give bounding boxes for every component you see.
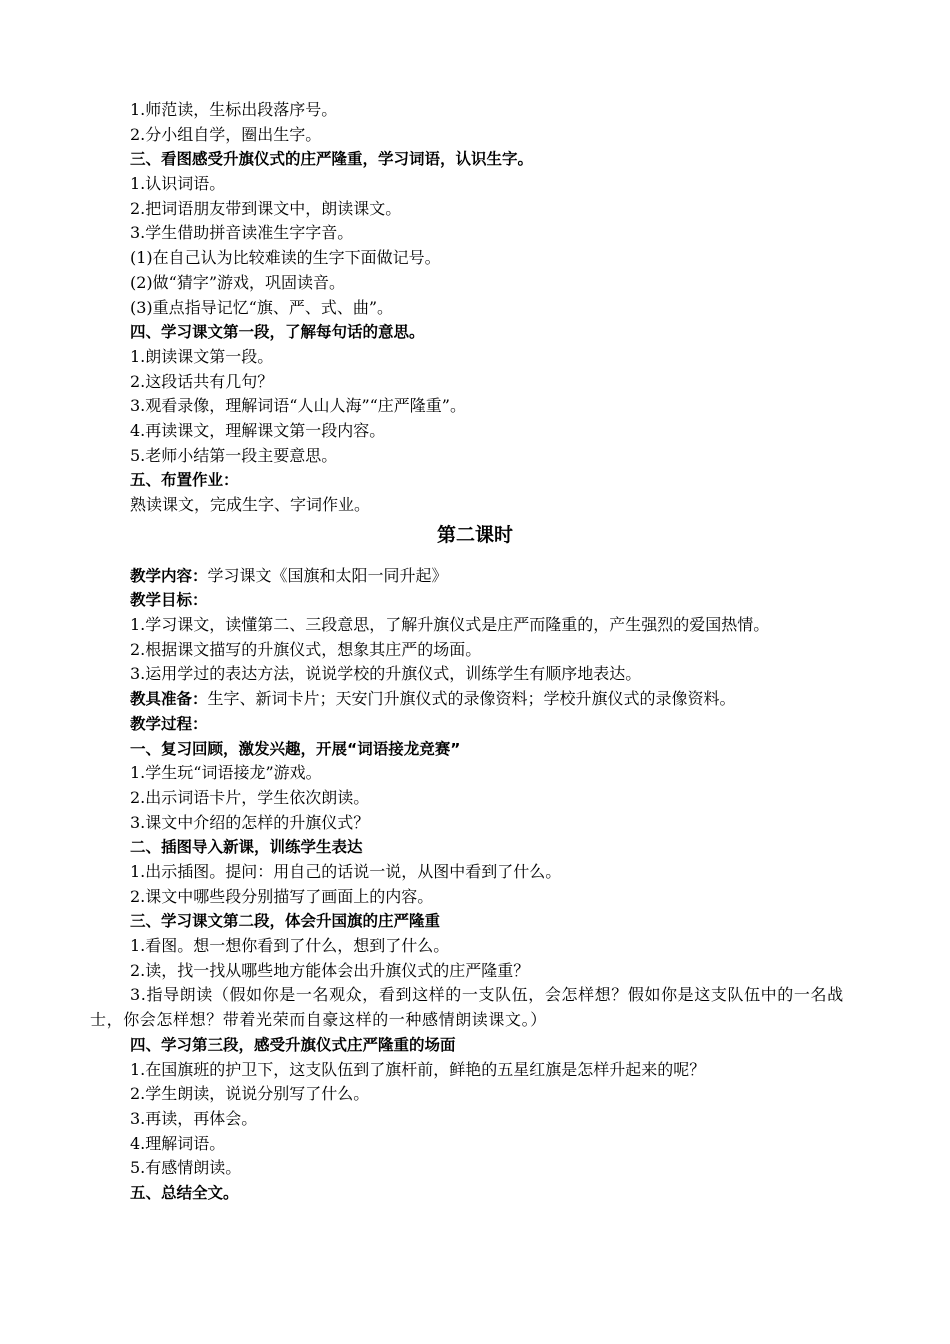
text-line: 3.观看录像，理解词语“人山人海”“庄严隆重”。 bbox=[130, 396, 466, 416]
text-line: 2.课文中哪些段分别描写了画面上的内容。 bbox=[130, 886, 434, 906]
document-page bbox=[90, 98, 860, 1206]
section-heading: 五、布置作业： bbox=[130, 471, 239, 490]
text-line: 3.再读，再体会。 bbox=[130, 1108, 258, 1128]
goal-item: 2.根据课文描写的升旗仪式，想象其庄严的场面。 bbox=[130, 639, 482, 659]
text-line: 3.课文中介绍的怎样的升旗仪式？ bbox=[130, 812, 370, 832]
text-line: 4.理解词语。 bbox=[130, 1133, 226, 1153]
section-heading: 四、学习第三段，感受升旗仪式庄严隆重的场面 bbox=[130, 1035, 456, 1054]
text-line: 3.学生借助拼音读准生字字音。 bbox=[130, 223, 354, 243]
text-line: 2.读，找一找从哪些地方能体会出升旗仪式的庄严隆重？ bbox=[130, 960, 530, 980]
text-line: 5.老师小结第一段主要意思。 bbox=[130, 445, 338, 465]
text-line: 1.认识词语。 bbox=[130, 174, 226, 194]
goal-item: 3.运用学过的表达方法，说说学校的升旗仪式，训练学生有顺序地表达。 bbox=[130, 664, 642, 684]
teaching-process-part-b bbox=[90, 1033, 860, 1206]
text-line: (1)在自己认为比较难读的生字下面做记号。 bbox=[130, 248, 441, 268]
teaching-prep bbox=[90, 687, 860, 712]
section-heading: 二、插图导入新课，训练学生表达 bbox=[130, 838, 363, 857]
section-heading: 四、学习课文第一段，了解每句话的意思。 bbox=[130, 323, 425, 342]
text-line: 2.把词语朋友带到课文中，朗读课文。 bbox=[130, 198, 402, 218]
text-line: (3)重点指导记忆“旗、严、式、曲”。 bbox=[130, 297, 394, 317]
teaching-prep-label: 教具准备： bbox=[130, 690, 208, 709]
goal-item: 1.学习课文，读懂第二、三段意思，了解升旗仪式是庄严而隆重的，产生强烈的爱国热情。 bbox=[130, 615, 770, 635]
teaching-goals bbox=[90, 613, 860, 687]
text-line: 熟读课文，完成生字、字词作业。 bbox=[130, 495, 371, 514]
text-line: 2.学生朗读，说说分别写了什么。 bbox=[130, 1084, 370, 1104]
text-line: 1.看图。想一想你看到了什么，想到了什么。 bbox=[130, 936, 450, 956]
teaching-content-label: 教学内容： bbox=[130, 566, 208, 585]
text-line: (2)做“猜字”游戏，巩固读音。 bbox=[130, 272, 346, 292]
teaching-prep-value: 生字、新词卡片；天安门升旗仪式的录像资料；学校升旗仪式的录像资料。 bbox=[207, 689, 736, 709]
section-heading: 五、总结全文。 bbox=[130, 1183, 239, 1202]
text-line: 1.师范读，生标出段落序号。 bbox=[130, 100, 338, 119]
text-line: 2.出示词语卡片，学生依次朗读。 bbox=[130, 787, 370, 807]
teaching-content-value: 学习课文《国旗和太阳一同升起》 bbox=[207, 565, 448, 585]
text-line: 4.再读课文，理解课文第一段内容。 bbox=[130, 420, 386, 440]
text-line: 1.在国旗班的护卫下，这支队伍到了旗杆前，鲜艳的五星红旗是怎样升起来的呢？ bbox=[130, 1059, 706, 1079]
teaching-content bbox=[90, 564, 860, 589]
text-line: 2.分小组自学，圈出生字。 bbox=[130, 124, 322, 144]
section-heading: 三、看图感受升旗仪式的庄严隆重，学习词语，认识生字。 bbox=[130, 150, 534, 169]
section-title: 第二课时 bbox=[436, 523, 513, 546]
lesson-one-steps bbox=[90, 98, 860, 518]
text-line: 1.出示插图。提问：用自己的话说一说，从图中看到了什么。 bbox=[130, 861, 562, 881]
guide-reading-paragraph: 3.指导朗读（假如你是一名观众，看到这样的一支队伍，会怎样想？假如你是这支队伍中的一名战士，你会怎样想？带着光荣而自豪这样的一种感情朗读课文。） bbox=[90, 985, 844, 1030]
text-line: 5.有感情朗读。 bbox=[130, 1158, 242, 1178]
teaching-process-part-a bbox=[90, 737, 860, 984]
teaching-process-label: 教学过程： bbox=[130, 714, 208, 733]
section-heading: 三、学习课文第二段，体会升国旗的庄严隆重 bbox=[130, 912, 441, 931]
text-line: 1.学生玩“词语接龙”游戏。 bbox=[130, 763, 322, 783]
text-line: 2.这段话共有几句？ bbox=[130, 371, 274, 391]
section-heading: 一、复习回顾，激发兴趣，开展“词语接龙竞赛” bbox=[130, 739, 461, 758]
teaching-goals-label: 教学目标： bbox=[130, 591, 208, 610]
text-line: 1.朗读课文第一段。 bbox=[130, 346, 274, 366]
